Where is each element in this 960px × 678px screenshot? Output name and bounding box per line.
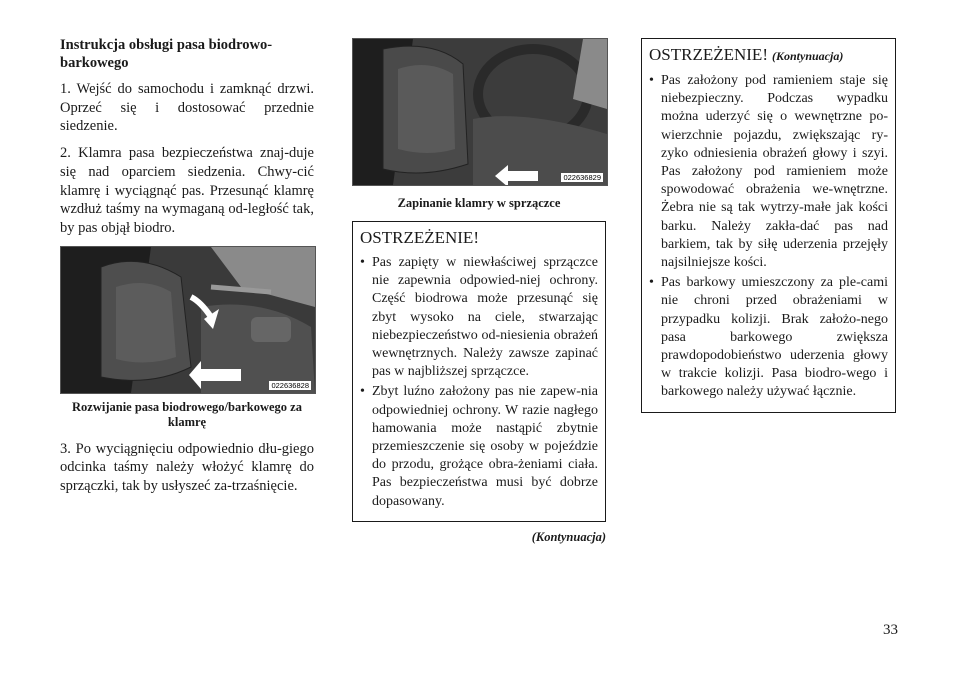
bullet-icon: • (649, 73, 654, 88)
warning-list (649, 72, 888, 402)
section-heading: Instrukcja obsługi pasa biodrowo-barkowego (60, 37, 273, 71)
warning-item: • Pas zapięty w niewłaściwej sprzączce nie zapewnia odpowied-niej ochrony. Część biodrowa może przesunąć się zbyt wysoko na ciele, stwarzając niebezpieczeństwo od-niesienia obrażeń wewnętrznych. Należy zawsze zapinać pas w najbliższej sprzączce. (360, 255, 598, 380)
seat-illustration (61, 247, 315, 393)
column-middle (352, 38, 606, 545)
warning-item: • Pas założony pod ramieniem staje się niebezpieczny. Podczas wypadku można uderzyć się o wewnętrzne po-wierzchnie pojazdu, zwiększając ry-zyko odniesienia obrażeń głowy i szyi. Pas założony pod ramieniem może spowodować obrażenia we-wnętrzne. Żebra nie są tak wytrzy-małe jak kości barku. Należy zakła-dać pas nad barkiem, tak by siłę uderzenia przejęły najsilniejsze kości. (649, 73, 888, 271)
column-left (60, 36, 314, 504)
buckle-fastening-photo (352, 38, 608, 186)
step-3-text: 3. Po wyciągnięciu odpowiednio dłu-giego odcinka taśmy należy włożyć klamrę do sprzączki, tak by usłyszeć za-trzaśnięcie. (60, 440, 314, 495)
column-right (641, 38, 896, 413)
bullet-icon: • (649, 275, 654, 291)
seat-illustration (353, 39, 607, 185)
bullet-icon: • (360, 384, 365, 400)
figure-caption: Zapinanie klamry w sprzączce (397, 196, 561, 210)
continued-suffix: (Kontynuacja) (771, 49, 844, 63)
seatbelt-unroll-photo (60, 246, 316, 394)
figure-caption: Rozwijanie pasa biodrowego/barkowego za klamrę (72, 399, 302, 429)
step-2-text: 2. Klamra pasa bezpieczeństwa znaj-duje się nad oparciem siedzenia. Chwy-cić klamrę i wyciągnąć pas. Przesunąć klamrę wzdłuż taśmy na wymaganą od-ległość tak, by pas objął biodro. (60, 145, 314, 236)
warning-item: • Pas barkowy umieszczony za ple-cami nie chroni przed obrażeniami w przypadku kolizji. Brak założo-nego pasa barkowego zwiększa prawdopodobieństwo uderzenia głowy w trakcie kolizji. Pasa biodro-wego i barkowego należy używać łącznie. (649, 275, 888, 400)
figure-code: 022636829 (563, 173, 601, 182)
warning-item: • Zbyt luźno założony pas nie zapew-nia odpowiedniej ochrony. W razie nagłego hamowania może nastąpić zbytnie przemieszczenie się osoby w pojeździe do przodu, grożące obra-żeniami ciała. Pas bezpieczeństwa musi być dobrze dopasowany. (360, 384, 598, 509)
step-1-text: 1. Wejść do samochodu i zamknąć drzwi. Oprzeć się i dostosować przednie siedzenie. (60, 81, 314, 135)
warning-box-continued (641, 38, 896, 413)
continued-label: (Kontynuacja) (531, 529, 606, 544)
bullet-icon: • (360, 255, 365, 270)
warning-title: OSTRZEŻENIE! (Kontynuacja) (649, 45, 844, 64)
warning-title: OSTRZEŻENIE! (360, 228, 479, 247)
warning-box (352, 221, 606, 522)
warning-list (360, 254, 598, 511)
page-number: 33 (883, 622, 898, 638)
figure-code: 022636828 (271, 380, 309, 390)
